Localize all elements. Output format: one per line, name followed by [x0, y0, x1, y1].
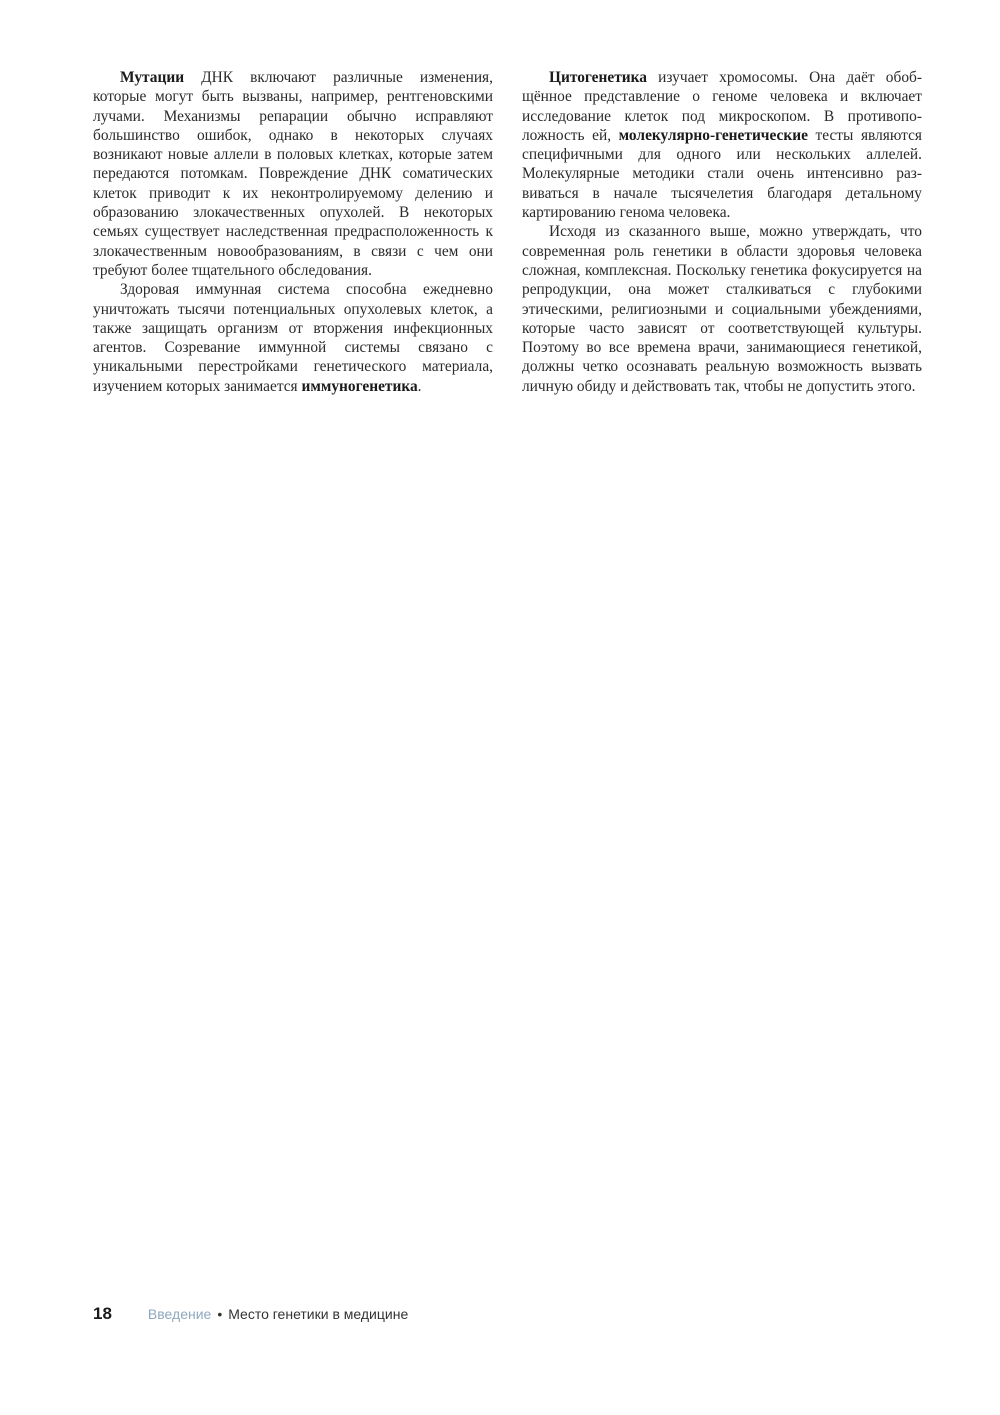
page-number: 18 — [93, 1304, 112, 1323]
right-column — [522, 68, 922, 396]
paragraph-conclusion — [522, 222, 922, 396]
paragraph-cytogenetics-text-1: изучает хромосомы. Она даёт обобщённое представление о геноме человека и включает исследование клеток под микроскопом. В противоположность ей, — [522, 69, 922, 144]
paragraph-conclusion-text: Исходя из сказанного выше, можно утверждать, что современная роль генетики в области здоровья человека сложная, комплексная. Поскольку генетика фокусируется на репродукции, она может сталкиваться с глубокими этическими, религиозными и социальными убеждениями, которые часто зависят от соответствующей культуры. Поэтому во все времена врачи, занимающиеся генетикой, должны четко осознавать реальную возможность вызвать личную обиду и действовать так, чтобы не допустить этого. — [522, 223, 922, 395]
paragraph-immune-system — [93, 280, 493, 396]
footer-section: Введение — [147, 1306, 212, 1322]
paragraph-cytogenetics — [522, 68, 922, 222]
term-immunogenetics: иммуногенетика — [301, 377, 418, 395]
paragraph-mutations — [93, 68, 493, 280]
bullet-separator-icon: • — [217, 1306, 223, 1322]
paragraph-mutations-text: ДНК включают различные изменения, которые могут быть вызваны, например, рентгеновскими лучами. Механизмы репарации обычно исправляют большинство ошибок, однако в некоторых случаях возникают новые аллели в половых клетках, которые затем передаются потомкам. Повреждение ДНК соматических клеток приводит к их неконтролируемому делению и образованию злокачественных опухолей. В некоторых семьях существует наследственная предрасположенность к злокачественным новообразованиям, в связи с чем они требуют более тщательного обследования. — [93, 69, 493, 279]
paragraph-cytogenetics-text-2: тесты являются специфичными для одного или нескольких аллелей. Молекулярные методики стали очень интенсивно развиваться в начале тысячелетия благодаря детальному картированию генома человека. — [522, 126, 922, 222]
paragraph-immune-system-text: Здоровая иммунная система способна ежедневно уничтожать тысячи потенциальных опухолевых клеток, а также защищать организм от вторжения инфекционных агентов. Созревание иммунной системы связано с уникальными перестройками генетического материала, изучением которых занимается — [93, 281, 493, 395]
term-mutations: Мутации — [120, 69, 185, 86]
footer-chapter: Место генетики в медицине — [228, 1306, 409, 1322]
left-column — [93, 68, 493, 396]
term-molecular-genetic: молекулярно-генетические — [618, 126, 808, 144]
paragraph-immune-system-end: . — [417, 377, 422, 395]
term-cytogenetics: Цитогенетика — [549, 69, 647, 86]
page-footer — [93, 1305, 408, 1323]
